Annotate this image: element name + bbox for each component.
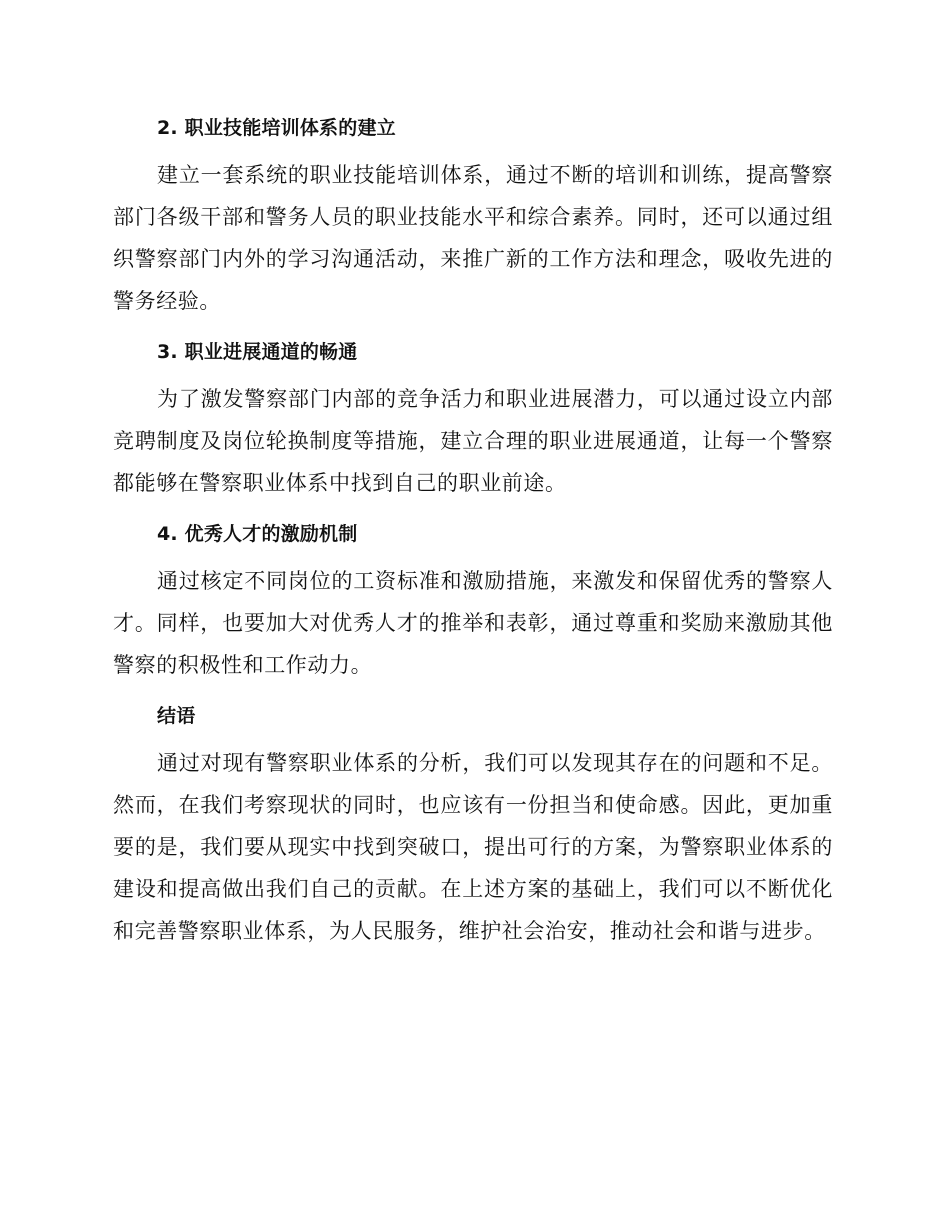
section-career-path: [113, 332, 833, 504]
section-conclusion: [113, 696, 833, 952]
document-page: [113, 108, 833, 962]
section-paragraph: 通过对现有警察职业体系的分析，我们可以发现其存在的问题和不足。然而，在我们考察现状的同时，也应该有一份担当和使命感。因此，更加重要的是，我们要从现实中找到突破口，提出可行的方案，为警察职业体系的建设和提高做出我们自己的贡献。在上述方案的基础上，我们可以不断优化和完善警察职业体系，为人民服务，维护社会治安，推动社会和谐与进步。: [113, 751, 833, 943]
section-paragraph: 建立一套系统的职业技能培训体系，通过不断的培训和训练，提高警察部门各级干部和警务人员的职业技能水平和综合素养。同时，还可以通过组织警察部门内外的学习沟通活动，来推广新的工作方法和理念，吸收先进的警务经验。: [113, 163, 833, 313]
section-incentive-mechanism: [113, 514, 833, 686]
section-heading: 4. 优秀人才的激励机制: [157, 523, 358, 545]
section-heading: 3. 职业进展通道的畅通: [157, 341, 358, 363]
section-paragraph: 为了激发警察部门内部的竞争活力和职业进展潜力，可以通过设立内部竞聘制度及岗位轮换制度等措施，建立合理的职业进展通道，让每一个警察都能够在警察职业体系中找到自己的职业前途。: [113, 387, 833, 495]
section-skills-training: [113, 108, 833, 322]
section-heading: 2. 职业技能培训体系的建立: [157, 117, 396, 139]
section-paragraph: 通过核定不同岗位的工资标准和激励措施，来激发和保留优秀的警察人才。同样，也要加大对优秀人才的推举和表彰，通过尊重和奖励来激励其他警察的积极性和工作动力。: [113, 569, 833, 677]
section-heading: 结语: [157, 705, 196, 727]
